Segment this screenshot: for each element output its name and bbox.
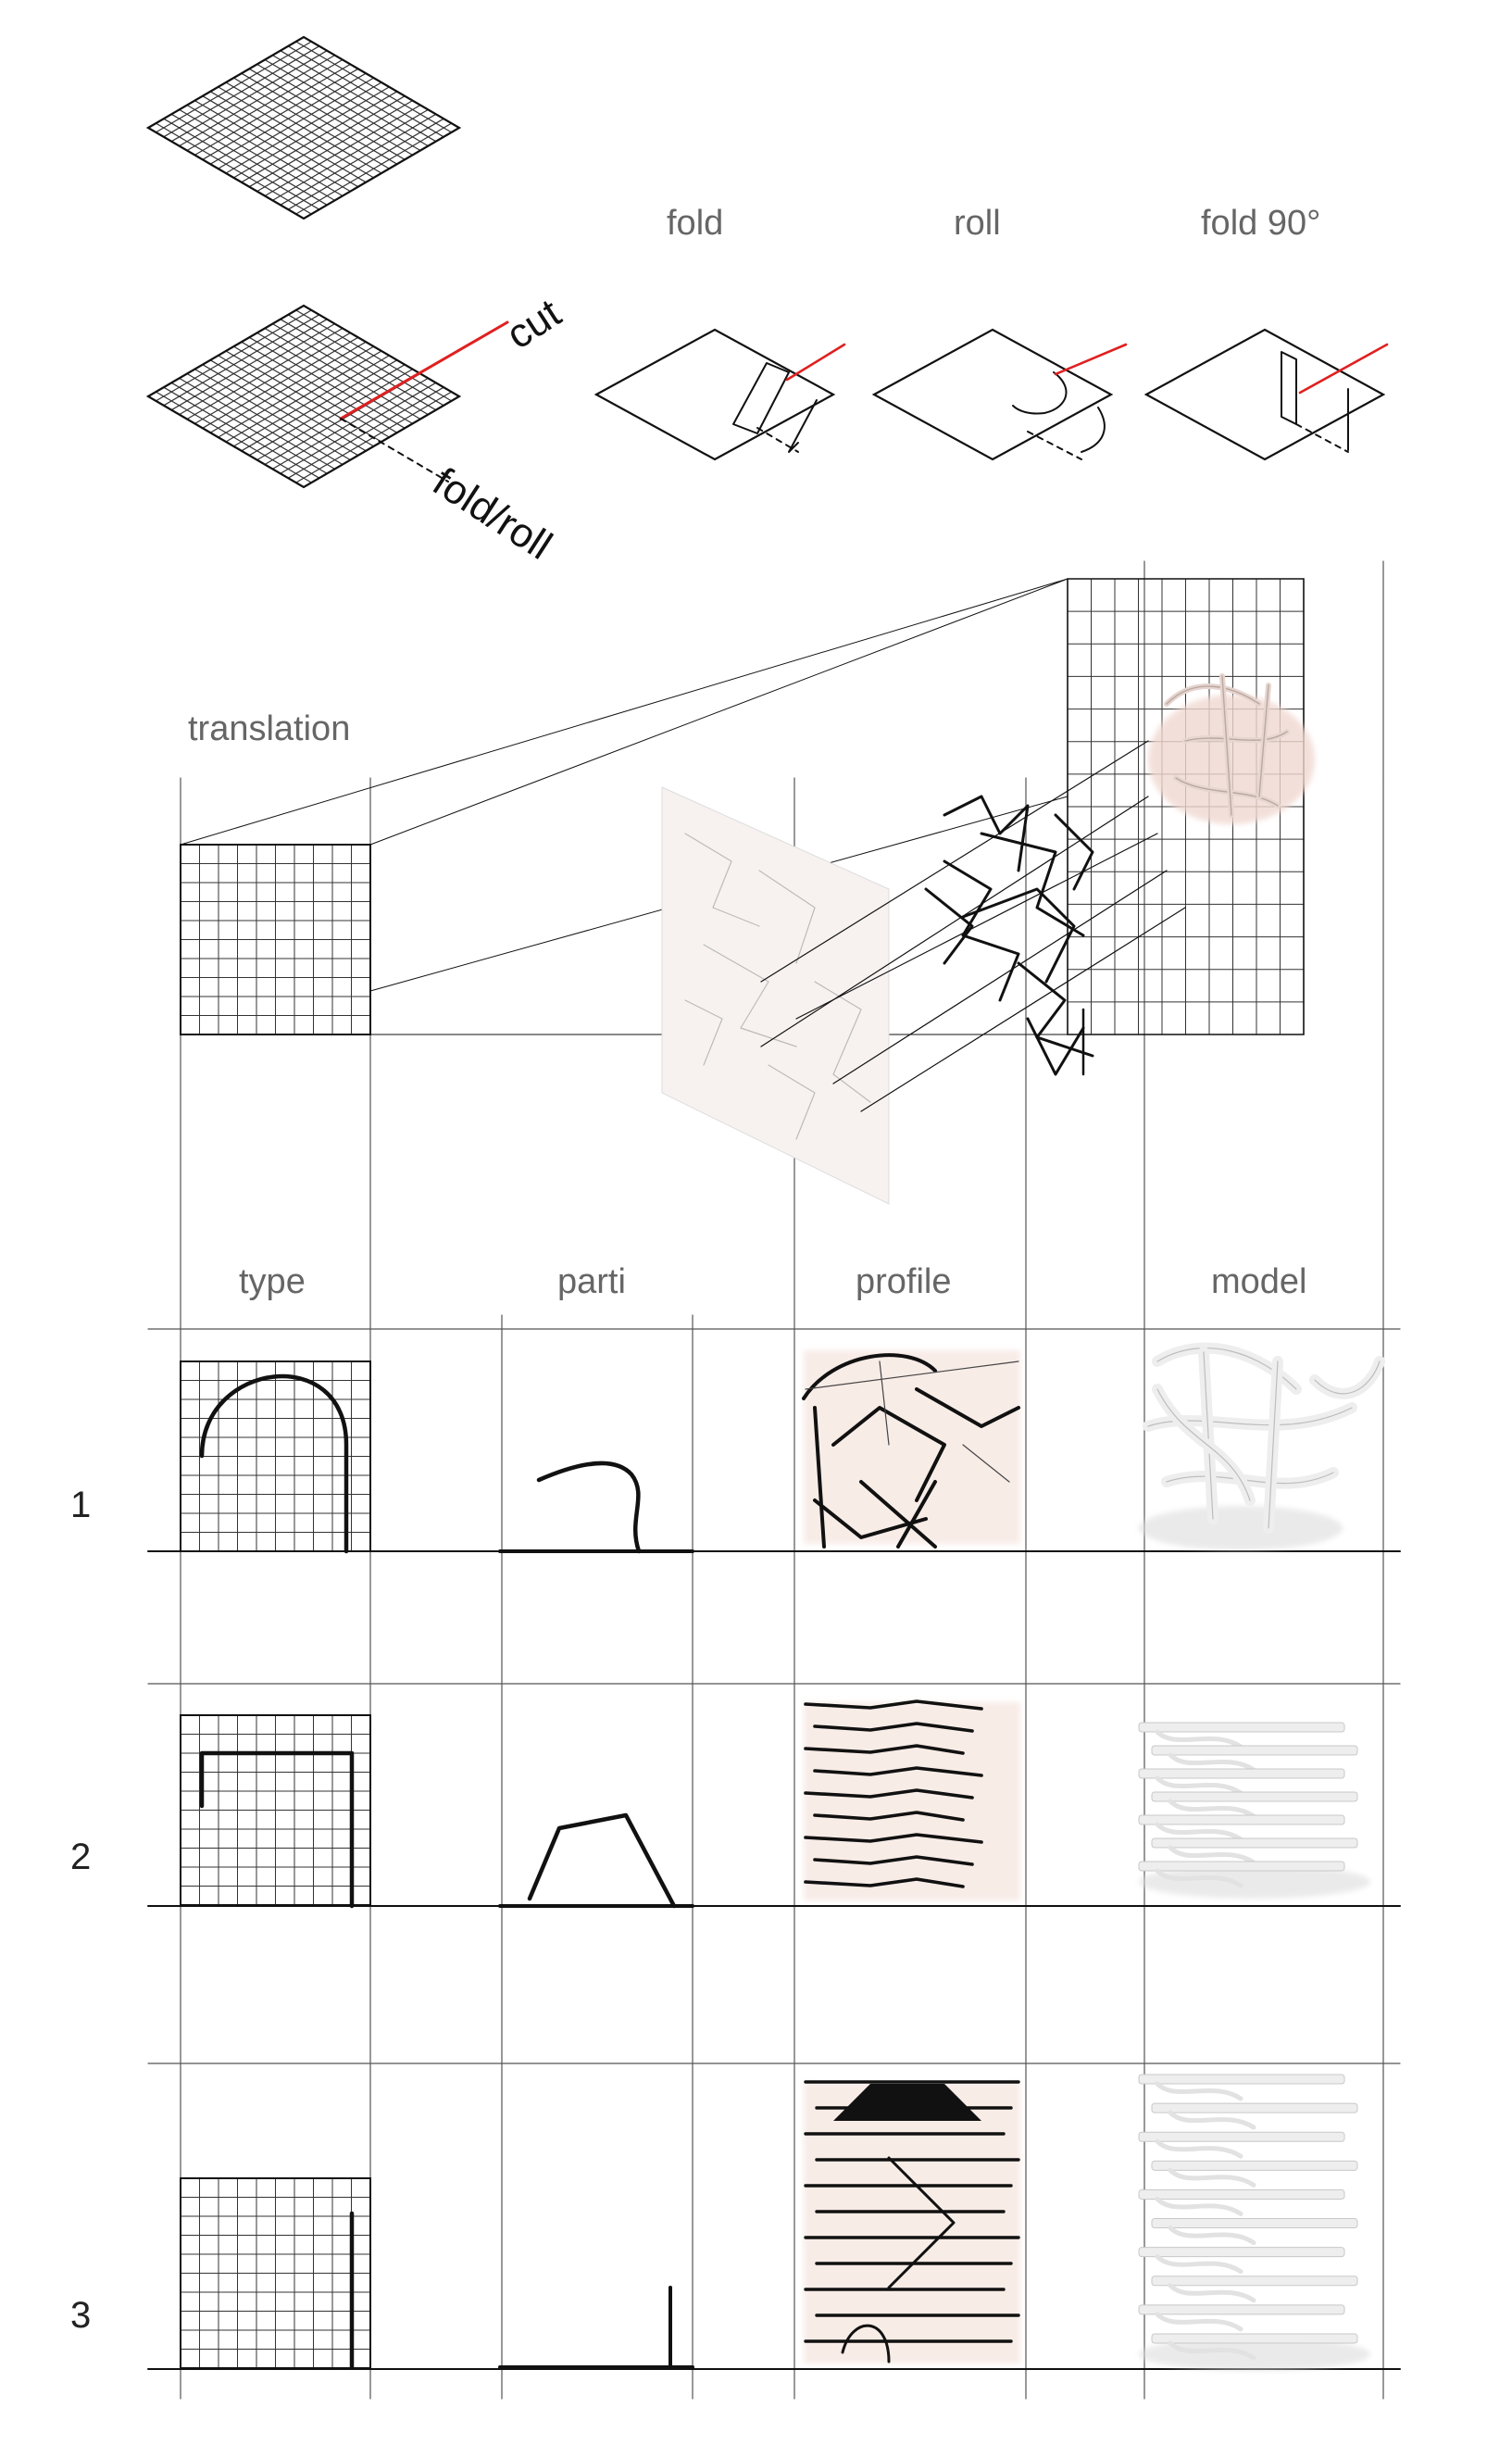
roll-arrow <box>1081 408 1105 452</box>
model-2-strip <box>1170 1848 1254 1862</box>
model-3-layer <box>1139 2248 1344 2257</box>
operation-diagrams <box>596 330 1387 459</box>
fold90-label: fold 90° <box>1201 204 1321 243</box>
model-1-strip <box>1315 1361 1380 1394</box>
model-3-strip <box>1170 2228 1254 2243</box>
model-2-layer <box>1152 1838 1357 1848</box>
column-header-type: type <box>239 1262 306 1301</box>
sheet-outline <box>596 330 833 459</box>
model-2-layer <box>1152 1746 1357 1755</box>
type-grids <box>181 1361 370 2368</box>
model-3-strip <box>1157 2141 1241 2156</box>
model-3-layer <box>1139 2075 1344 2084</box>
model-2-strip <box>1157 1778 1241 1793</box>
model-3-layer <box>1152 2334 1357 2343</box>
model-2-layer <box>1139 1723 1344 1732</box>
model-3-layer <box>1152 2103 1357 2113</box>
model-2-layer <box>1152 1792 1357 1801</box>
fold-line <box>341 419 448 482</box>
row-number-1: 1 <box>70 1485 92 1525</box>
model-3-strip <box>1157 2314 1241 2329</box>
cut-line <box>1056 345 1126 374</box>
fold-label: fold <box>667 204 724 243</box>
parti-curve <box>539 1463 639 1551</box>
collage-stroke <box>1056 815 1093 889</box>
translation-label: translation <box>188 709 351 748</box>
model-3-strip <box>1157 2199 1241 2213</box>
column-header-parti: parti <box>557 1262 626 1301</box>
model-3-layer <box>1152 2161 1357 2170</box>
cut-label: cut <box>498 290 569 358</box>
roll-label: roll <box>954 204 1001 243</box>
parti-trapezoid <box>530 1815 674 1906</box>
fold-roll-label: fold/roll <box>424 458 560 569</box>
model-3-layer <box>1139 2132 1344 2141</box>
iso-grid-sheet <box>148 37 459 219</box>
projection-ray <box>861 908 1185 1111</box>
model-2-strip <box>1170 1755 1254 1770</box>
profile-wash <box>804 1350 1020 1544</box>
model-2-layer <box>1139 1862 1344 1871</box>
cut-line <box>341 322 507 419</box>
model-3-strip <box>1157 2084 1241 2099</box>
model-3-strip <box>1157 2257 1241 2272</box>
model-3-layer <box>1139 2189 1344 2199</box>
vertical-flap <box>1281 352 1296 424</box>
model-1-shadow <box>1139 1506 1343 1550</box>
model-2-strip <box>1157 1732 1241 1747</box>
type-path-arch <box>202 1376 346 1551</box>
model-1-strip <box>1167 1473 1333 1484</box>
parti-diagrams <box>500 1463 693 2367</box>
profile-images <box>804 1350 1020 2364</box>
model-2-strip <box>1157 1824 1241 1839</box>
sheet-outline <box>874 330 1111 459</box>
intermediate-plane <box>662 787 889 1204</box>
model-3-layer <box>1152 2276 1357 2286</box>
collage-stroke <box>963 889 1074 982</box>
model-2-strip <box>1170 1801 1254 1816</box>
collage-stroke <box>926 889 972 963</box>
collage-stroke <box>1028 1019 1083 1074</box>
profile-wash <box>804 2082 1020 2364</box>
model-3-strip <box>1170 2113 1254 2127</box>
collage-stroke <box>944 861 1018 1000</box>
profile-wash <box>804 1702 1020 1900</box>
model-3-strip <box>1170 2170 1254 2185</box>
model-2-layer <box>1139 1769 1344 1778</box>
cut-line <box>787 345 844 380</box>
collage-stroke <box>1018 963 1093 1056</box>
column-header-profile: profile <box>856 1262 952 1301</box>
row-number-2: 2 <box>70 1837 92 1877</box>
iso-grid-sheet-cut <box>148 306 507 487</box>
model-images <box>1139 1348 1380 2371</box>
column-header-model: model <box>1211 1262 1307 1301</box>
model-3-layer <box>1152 2219 1357 2228</box>
model-3-layer <box>1139 2305 1344 2314</box>
model-3-strip <box>1170 2286 1254 2301</box>
row-number-3: 3 <box>70 2295 92 2336</box>
model-2-layer <box>1139 1815 1344 1824</box>
